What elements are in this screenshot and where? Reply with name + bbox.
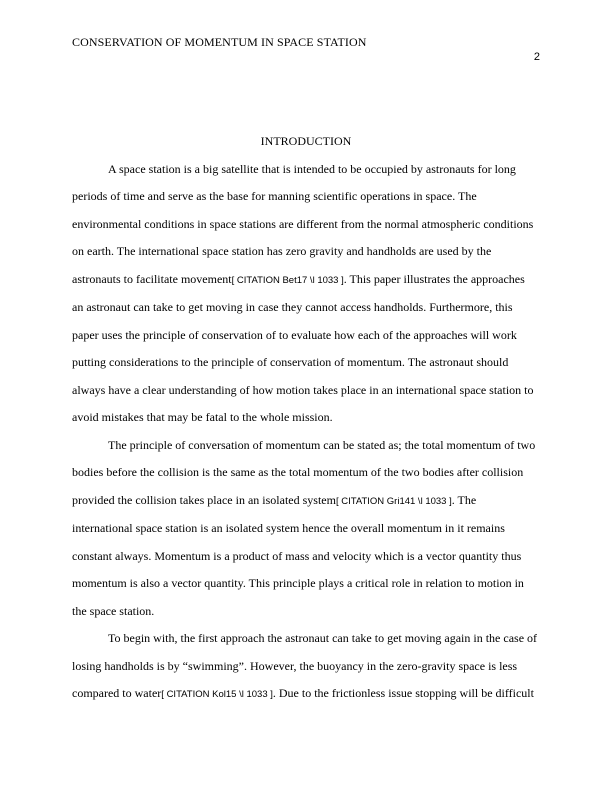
text-line: constant always. Momentum is a product of mass and velocity which is a vector quantity thus (72, 548, 522, 563)
text-line: The principle of conversation of momentum can be stated as; the total momentum of two (108, 437, 536, 452)
paragraph-2 (72, 432, 540, 626)
text-line: an astronaut can take to get moving in case they cannot access handholds. Furthermore, this (72, 300, 513, 314)
text-line (72, 266, 540, 295)
text-line: periods of time and serve as the base for manning scientific operations in space. The (72, 189, 477, 203)
text-line: momentum is also a vector quantity. This principle plays a critical role in relation to motion in (72, 576, 524, 590)
text-line (72, 487, 540, 516)
text-line: environmental conditions in space stations are different from the normal atmospheric conditions (72, 216, 534, 231)
paragraph-1 (72, 156, 540, 432)
line-text: . Due to the frictionless issue stopping will be difficult (272, 686, 534, 700)
text-line: on earth. The international space station has zero gravity and handholds are used by the (72, 244, 492, 258)
section-heading: INTRODUCTION (260, 134, 352, 148)
line-text: astronauts to facilitate movement (72, 271, 232, 286)
running-head: CONSERVATION OF MOMENTUM IN SPACE STATION (72, 35, 367, 49)
line-text: . This paper illustrates the approaches (343, 271, 525, 286)
text-line: always have a clear understanding of how motion takes place in an international space station to (72, 382, 534, 397)
page-number: 2 (533, 51, 540, 63)
text-line: the space station. (72, 603, 155, 618)
body-text (72, 128, 540, 709)
text-line: international space station is an isolated system hence the overall momentum in it remains (72, 521, 505, 535)
text-line: avoid mistakes that may be fatal to the whole mission. (72, 410, 333, 424)
text-line (72, 680, 540, 709)
paragraph-3 (72, 625, 540, 709)
citation-field: [ CITATION Kol15 \l 1033 ] (161, 689, 273, 700)
citation-field: [ CITATION Gri141 \l 1033 ] (335, 495, 452, 507)
text-line: To begin with, the first approach the astronaut can take to get moving again in the case of (108, 631, 538, 645)
line-text: provided the collision takes place in an isolated system (72, 492, 336, 507)
line-text: . The (451, 492, 477, 507)
text-line: paper uses the principle of conservation of to evaluate how each of the approaches will work (72, 327, 517, 342)
text-line: A space station is a big satellite that is intended to be occupied by astronauts for long (108, 161, 516, 176)
line-text: compared to water (72, 686, 162, 700)
text-line: putting considerations to the principle of conservation of momentum. The astronaut should (72, 355, 509, 369)
text-line: losing handholds is by “swimming”. However, the buoyancy in the zero-gravity space is less (72, 658, 518, 673)
text-line: bodies before the collision is the same as the total momentum of the two bodies after collision (72, 465, 524, 479)
citation-field: [ CITATION Bet17 \l 1033 ] (231, 274, 344, 286)
